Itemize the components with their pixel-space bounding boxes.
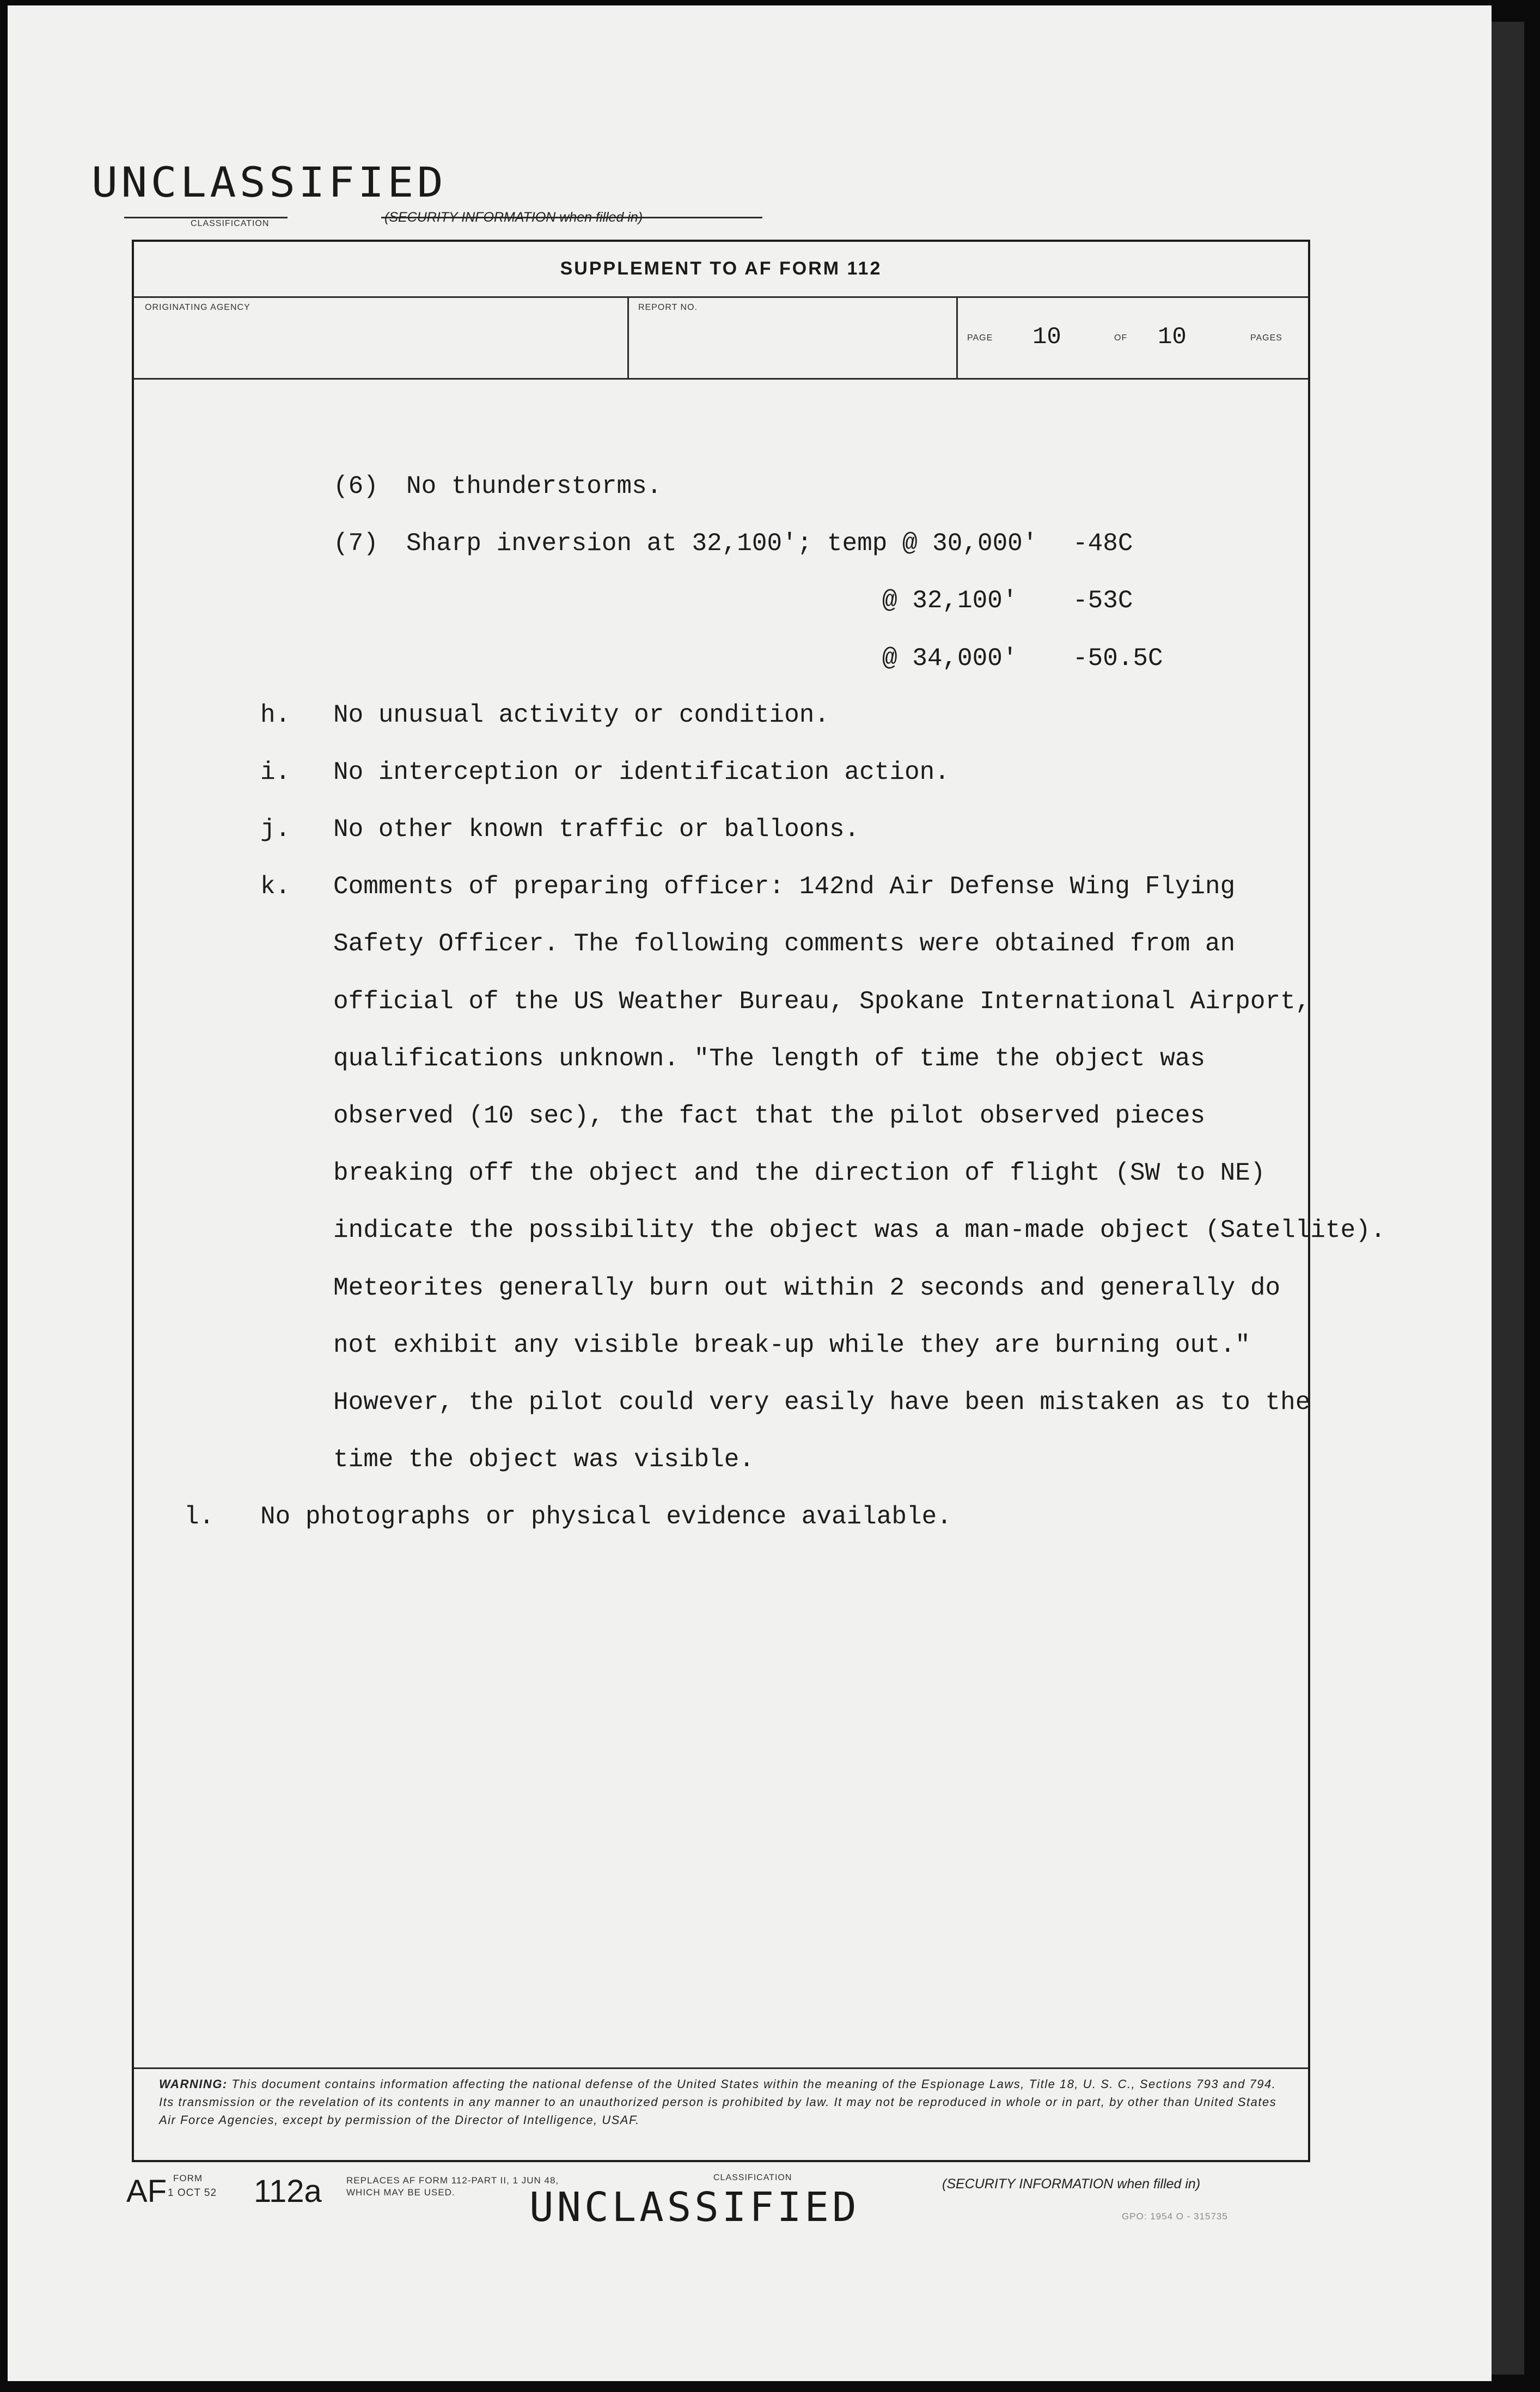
form-box [132, 240, 1310, 2162]
footer-classification: UNCLASSIFIED [529, 2184, 860, 2231]
item-k-line-5: observed (10 sec), the fact that the pilot observed pieces [333, 1102, 1206, 1130]
item-k-line-9: not exhibit any visible break-up while they are burning out." [333, 1331, 1250, 1359]
temp-value-3: -50.5C [1073, 644, 1163, 673]
item-k-line-1: Comments of preparing officer: 142nd Air Defense Wing Flying [333, 872, 1236, 901]
warning-notice [159, 2075, 1292, 2129]
originating-agency-label: ORIGINATING AGENCY [145, 303, 250, 312]
footer-form-number: 112a [254, 2174, 322, 2209]
header-classification: UNCLASSIFIED [91, 158, 447, 206]
temp-value-1: -48C [1073, 529, 1133, 558]
footer-form-word: FORM [173, 2173, 203, 2183]
item-k-line-4: qualifications unknown. "The length of time the object was [333, 1045, 1206, 1073]
page-label: PAGE [967, 333, 993, 343]
item-k-line-2: Safety Officer. The following comments were obtained from an [333, 930, 1236, 958]
item-7-text: Sharp inversion at 32,100'; temp @ 30,000' [406, 529, 1038, 558]
item-i-text: No interception or identification action. [333, 758, 950, 786]
item-k-line-10: However, the pilot could very easily have been mistaken as to the [333, 1388, 1311, 1417]
page-edge-shadow [1492, 22, 1524, 2375]
item-6-text: No thunderstorms. [406, 472, 662, 501]
item-k-line-7: indicate the possibility the object was a man-made object (Satellite). [333, 1216, 1386, 1244]
footer-security-note: (SECURITY INFORMATION when filled in) [942, 2176, 1201, 2192]
item-i-marker: i. [260, 758, 291, 786]
footer-replaces-line-1: REPLACES AF FORM 112-PART II, 1 JUN 48, [346, 2175, 559, 2186]
footer-replaces-line-2: WHICH MAY BE USED. [346, 2187, 455, 2198]
item-h-text: No unusual activity or condition. [333, 701, 829, 729]
item-k-marker: k. [260, 872, 291, 901]
temp-value-2: -53C [1073, 587, 1133, 615]
warning-text: This document contains information affecting the national defense of the United States within the meaning of the Espionage Laws, Title 18, U. S. C., Sections 793 and 794. Its transmission or the revelation of its contents in any manner to an unauthorized person is prohibited by law. It may not be reproduced in whole or in part, by other than United States Air Force Agencies, except by permission of the Director of Intelligence, USAF. [159, 2077, 1277, 2127]
altitude-3: @ 34,000' [882, 644, 1018, 673]
classification-label: CLASSIFICATION [191, 219, 270, 228]
title-divider [134, 296, 1308, 298]
warning-label: WARNING: [159, 2077, 228, 2091]
item-j-marker: j. [260, 815, 291, 844]
item-k-line-6: breaking off the object and the direction of flight (SW to NE) [333, 1159, 1266, 1187]
classification-underline [124, 217, 288, 218]
item-k-line-11: time the object was visible. [333, 1445, 754, 1474]
form-title: SUPPLEMENT TO AF FORM 112 [560, 258, 882, 279]
footer-gpo: GPO: 1954 O - 315735 [1122, 2211, 1228, 2222]
field-divider-2 [956, 296, 958, 378]
item-h-marker: h. [260, 701, 291, 729]
total-pages: 10 [1158, 324, 1187, 351]
footer-form-date: 1 OCT 52 [168, 2187, 217, 2199]
report-no-label: REPORT NO. [638, 303, 698, 312]
header-divider [134, 378, 1308, 380]
altitude-2: @ 32,100' [882, 587, 1018, 615]
header-security-note: (SECURITY INFORMATION when filled in) [384, 210, 643, 225]
item-j-text: No other known traffic or balloons. [333, 815, 860, 844]
item-k-line-3: official of the US Weather Bureau, Spokane International Airport, [333, 987, 1311, 1016]
footer-classification-label: CLASSIFICATION [713, 2173, 792, 2182]
footer-af: AF [126, 2174, 167, 2209]
item-k-line-8: Meteorites generally burn out within 2 seconds and generally do [333, 1274, 1281, 1302]
item-7-marker: (7) [333, 529, 378, 558]
of-label: OF [1114, 333, 1128, 343]
pages-label: PAGES [1250, 333, 1282, 343]
warning-divider [134, 2067, 1308, 2069]
item-6-marker: (6) [333, 472, 378, 501]
item-l-text: No photographs or physical evidence available. [260, 1503, 952, 1531]
field-divider-1 [627, 296, 629, 378]
item-l-marker: l. [184, 1503, 215, 1531]
page-number: 10 [1032, 324, 1061, 351]
